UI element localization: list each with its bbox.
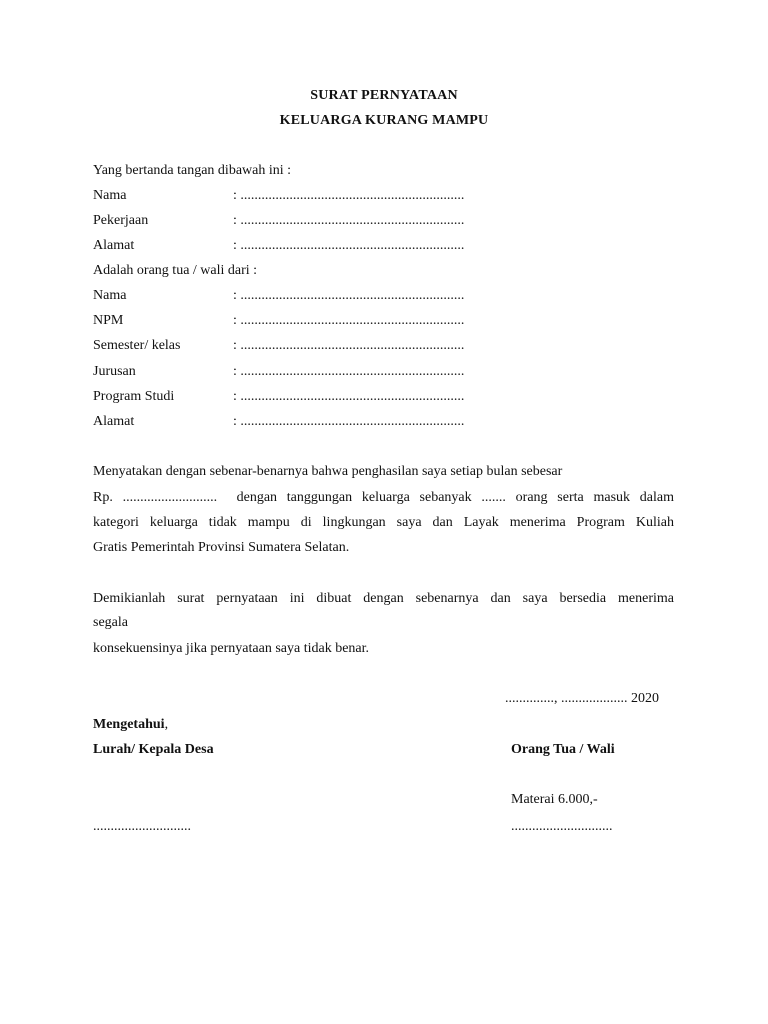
closing-line-3: konsekuensinya jika pernyataan saya tidak benar.: [93, 641, 370, 656]
left-signature-blank: ............................: [93, 819, 191, 834]
intro-text: Yang bertanda tangan dibawah ini :: [93, 163, 292, 178]
statement-line-3: kategori keluarga tidak mampu di lingkungan saya dan Layak menerima Program Kuliah: [93, 515, 674, 530]
field-label: Jurusan: [93, 364, 136, 379]
field-row-child-program: [93, 389, 593, 409]
field-row-child-address: [93, 414, 593, 434]
field-blank: : ................................................................: [233, 364, 465, 379]
child-intro-text: Adalah orang tua / wali dari :: [93, 263, 258, 278]
field-label: NPM: [93, 313, 124, 328]
field-label: Pekerjaan: [93, 213, 149, 228]
statement-line-4: Gratis Pemerintah Provinsi Sumatera Selatan.: [93, 540, 350, 555]
field-blank: : ................................................................: [233, 414, 465, 429]
date-line: .............., ................... 2020: [505, 691, 659, 706]
field-label: Nama: [93, 288, 127, 303]
field-row-child-name: [93, 288, 593, 308]
field-row-parent-job: [93, 213, 593, 233]
title-line-2: KELUARGA KURANG MAMPU: [279, 113, 489, 128]
acknowledged-text: Mengetahui: [93, 717, 165, 732]
right-signatory-title: Orang Tua / Wali: [511, 742, 615, 757]
closing-line-1: Demikianlah surat pernyataan ini dibuat dengan sebenarnya dan saya bersedia menerima: [93, 591, 674, 606]
field-label: Alamat: [93, 414, 135, 429]
field-label: Alamat: [93, 238, 135, 253]
field-label: Semester/ kelas: [93, 338, 181, 353]
field-row-child-semester: [93, 338, 593, 358]
right-signature-blank: .............................: [511, 819, 613, 834]
stamp-duty-note: Materai 6.000,-: [511, 792, 598, 807]
field-row-child-major: [93, 364, 593, 384]
field-blank: : ................................................................: [233, 288, 465, 303]
field-blank: : ................................................................: [233, 188, 465, 203]
field-row-child-npm: [93, 313, 593, 333]
field-label: Nama: [93, 188, 127, 203]
acknowledged-label: [93, 717, 168, 733]
field-blank: : ................................................................: [233, 213, 465, 228]
closing-line-2: segala: [93, 615, 128, 630]
field-row-parent-name: [93, 188, 593, 208]
title-line-1: SURAT PERNYATAAN: [310, 88, 458, 103]
field-label: Program Studi: [93, 389, 175, 404]
statement-line-2: Rp. ........................... dengan tanggungan keluarga sebanyak ....... orang serta masuk dalam: [93, 490, 674, 505]
field-blank: : ................................................................: [233, 389, 465, 404]
field-row-parent-address: [93, 238, 593, 258]
field-blank: : ................................................................: [233, 338, 465, 353]
acknowledged-comma: ,: [164, 717, 169, 732]
left-signatory-title: Lurah/ Kepala Desa: [93, 742, 214, 757]
statement-line-1: Menyatakan dengan sebenar-benarnya bahwa penghasilan saya setiap bulan sebesar: [93, 464, 563, 479]
field-blank: : ................................................................: [233, 238, 465, 253]
field-blank: : ................................................................: [233, 313, 465, 328]
